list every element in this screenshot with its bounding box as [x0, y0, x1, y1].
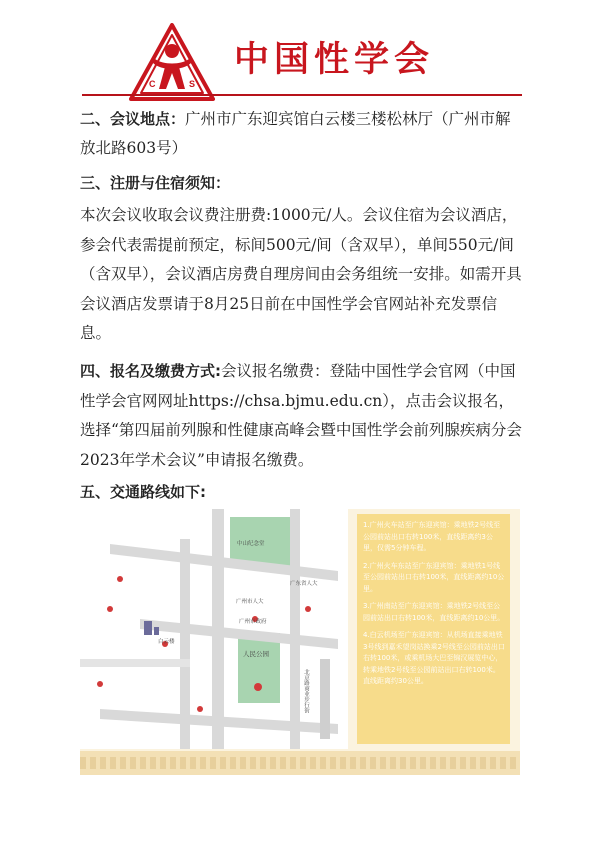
section-label: 四、报名及缴费方式:	[80, 362, 221, 380]
route-item: 3.广州南站至广东迎宾馆：乘地铁2号线至公园前站出口右转100米，直线距离约10公里。	[363, 602, 505, 622]
route-item: 2.广州火车东站至广东迎宾馆：乘地铁1号线至公园前站出口右转100米，直线距离约10公里。	[363, 561, 505, 593]
route-item: 1.广州火车站至广东迎宾馆：乘地铁2号线至公园前站出口右转100米，直线距离约3公里，仅需5分钟车程。	[363, 521, 501, 552]
traffic-map-figure	[80, 509, 520, 775]
street-map-drawing	[80, 509, 348, 749]
decorative-stripe	[80, 757, 520, 769]
map-label-zhongshan: 中山纪念堂	[237, 541, 265, 547]
route-item: 4.白云机场至广东迎宾馆：从机场直接乘地铁3号线到嘉禾望岗站换乘2号线至公园前站出口右转100米，或乘机场大巴至锦汉展览中心，转乘地铁2号线至公园前站出口右转100米。直线距离约30公里。	[363, 631, 505, 685]
society-logo-icon	[129, 23, 215, 101]
street-map	[80, 509, 348, 749]
route-info-box	[357, 514, 510, 744]
route-list	[363, 520, 505, 694]
decorative-band	[80, 751, 520, 775]
registration-heading: 三、注册与住宿须知：	[80, 174, 231, 192]
page-header	[0, 0, 600, 100]
svg-text:C: C	[149, 79, 156, 89]
map-label-guangdong-sheng: 广东省人大	[290, 581, 318, 587]
map-label-jiefang-north: 北京路商业步行街	[303, 669, 309, 713]
traffic-heading: 五、交通路线如下:	[80, 483, 206, 501]
org-title: 中国性学会	[234, 39, 435, 80]
section-label: 二、会议地点：	[80, 110, 186, 128]
meeting-location-paragraph	[80, 105, 524, 163]
header-divider	[82, 94, 522, 96]
map-label-guangzhou-people: 广州市人大	[236, 599, 264, 605]
location-text: 广州市广东迎宾馆白云楼三楼松林厅（广州市解放北路603号）	[80, 110, 511, 157]
svg-text:S: S	[189, 79, 196, 89]
map-label-renmin-park: 人民公园	[243, 650, 269, 658]
registration-text: 本次会议收取会议费注册费:1000元/人。会议住宿为会议酒店，参会代表需提前预定，标间500元/间（含双早），单间550元/间（含双早），会议酒店房费自理房间由会务组统一安排。如需开具会议酒店发票请于8月25日前在中国性学会官网站补充发票信息。	[80, 206, 522, 342]
payment-paragraph	[80, 357, 524, 475]
payment-text: 会议报名缴费：登陆中国性学会官网（中国性学会官网网址https://chsa.bjmu.edu.cn），点击会议报名，选择“第四届前列腺和性健康高峰会暨中国性学会前列腺疾病分会2023年学术会议”申请报名缴费。	[80, 362, 522, 469]
map-label-baiyun: 白云楼	[158, 639, 175, 645]
map-label-guangzhou-gov: 广州市政府	[239, 619, 267, 625]
